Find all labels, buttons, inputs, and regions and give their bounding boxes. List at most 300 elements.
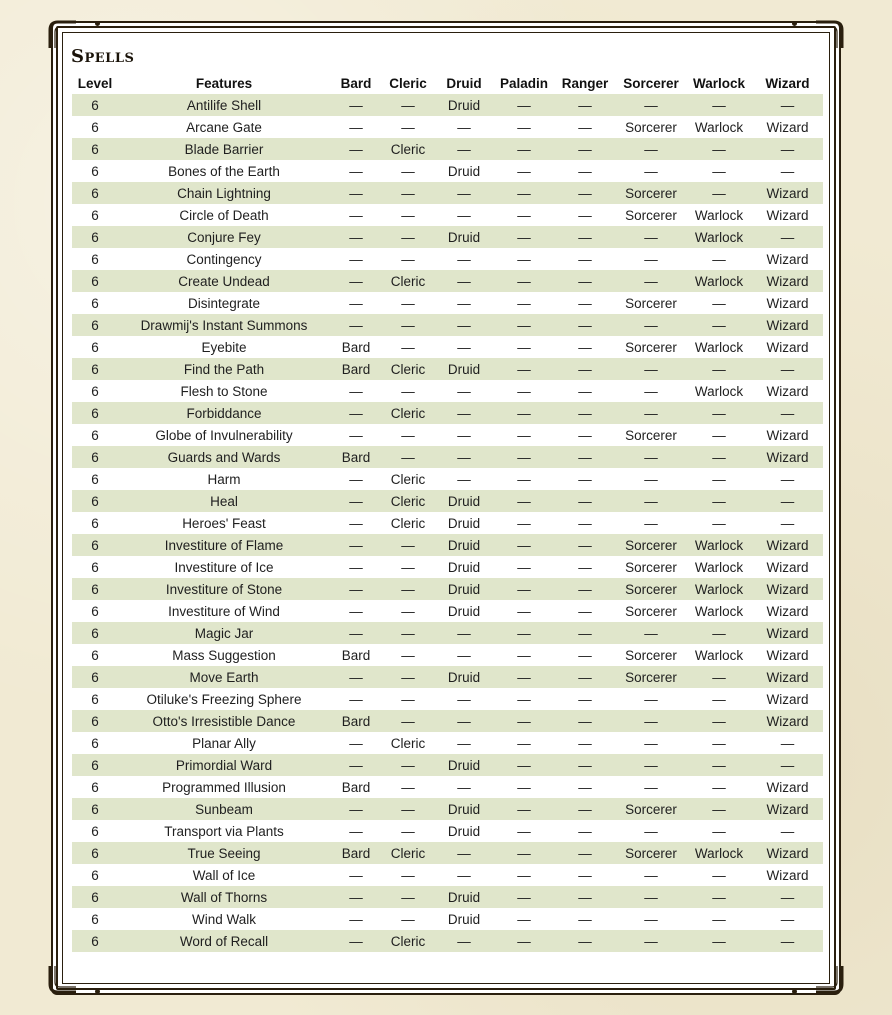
cell-ranger: — (554, 886, 616, 908)
cell-cleric: — (401, 119, 415, 135)
cell-features: Magic Jar (118, 622, 330, 644)
cell-paladin: — (517, 735, 531, 751)
cell-cleric: — (382, 886, 434, 908)
cell-level: 6 (91, 559, 99, 575)
cell-wizard: Wizard (752, 842, 823, 864)
cell-ranger: — (578, 691, 592, 707)
ornament-dot-icon (792, 989, 797, 994)
cell-sorcerer: — (644, 471, 658, 487)
table-row (72, 908, 823, 930)
cell-warlock: Warlock (694, 603, 744, 619)
cell-paladin: — (517, 779, 531, 795)
cell-wizard: — (752, 402, 823, 424)
cell-level: 6 (72, 622, 118, 644)
cell-cleric: Cleric (390, 471, 426, 487)
cell-sorcerer: — (644, 515, 658, 531)
cell-features: Disintegrate (187, 295, 261, 311)
cell-sorcerer: Sorcerer (625, 295, 677, 311)
cell-level: 6 (91, 163, 99, 179)
table-row (72, 402, 823, 424)
cell-warlock: — (686, 138, 752, 160)
cell-features: Find the Path (118, 358, 330, 380)
cell-bard: — (349, 515, 363, 531)
cell-paladin: — (494, 358, 554, 380)
cell-ranger: — (554, 710, 616, 732)
cell-druid: Druid (434, 798, 494, 820)
cell-wizard: — (780, 823, 795, 839)
cell-cleric: — (401, 251, 415, 267)
cell-wizard: Wizard (752, 622, 823, 644)
cell-ranger: — (554, 490, 616, 512)
cell-sorcerer: — (616, 402, 686, 424)
cell-cleric: — (382, 622, 434, 644)
cell-features: Investiture of Wind (168, 603, 280, 619)
cell-paladin: — (494, 622, 554, 644)
cell-features: Blade Barrier (118, 138, 330, 160)
column-header-wizard: Wizard (765, 75, 810, 91)
cell-paladin: — (517, 559, 531, 575)
cell-paladin: — (494, 710, 554, 732)
column-header-cleric: Cleric (389, 75, 427, 91)
cell-wizard: Wizard (766, 647, 809, 663)
cell-paladin: — (494, 94, 554, 116)
cell-wizard: Wizard (752, 798, 823, 820)
cell-druid: Druid (434, 534, 494, 556)
cell-cleric: Cleric (382, 138, 434, 160)
table-row (72, 424, 823, 446)
cell-ranger: — (554, 534, 616, 556)
table-row (72, 94, 823, 116)
table-row (72, 556, 823, 578)
cell-druid: Druid (434, 358, 494, 380)
cell-druid: Druid (434, 666, 494, 688)
cell-druid: — (434, 314, 494, 336)
table-row (72, 292, 823, 314)
cell-paladin: — (517, 163, 531, 179)
cell-ranger: — (578, 471, 592, 487)
cell-wizard: Wizard (752, 578, 823, 600)
cell-paladin: — (517, 515, 531, 531)
cell-features: Programmed Illusion (162, 779, 286, 795)
cell-cleric: — (401, 339, 415, 355)
cell-features: Harm (207, 471, 241, 487)
cell-ranger: — (578, 779, 592, 795)
cell-sorcerer: — (616, 622, 686, 644)
cell-sorcerer: Sorcerer (616, 534, 686, 556)
cell-wizard: — (752, 754, 823, 776)
cell-features: Wall of Ice (192, 867, 256, 883)
table-header-row (72, 72, 823, 94)
table-row (72, 468, 823, 490)
cell-features: Otiluke's Freezing Sphere (146, 691, 302, 707)
table-row (72, 160, 823, 182)
cell-ranger: — (554, 666, 616, 688)
cell-bard: — (349, 251, 363, 267)
cell-features: Arcane Gate (186, 119, 262, 135)
cell-cleric: Cleric (382, 842, 434, 864)
cell-sorcerer: — (644, 867, 658, 883)
cell-level: 6 (72, 666, 118, 688)
cell-level: 6 (91, 647, 99, 663)
cell-sorcerer: — (644, 735, 658, 751)
table-row (72, 578, 823, 600)
column-header-sorcerer: Sorcerer (623, 75, 679, 91)
cell-warlock: — (686, 798, 752, 820)
table-title: Spells (71, 46, 135, 67)
cell-ranger: — (554, 402, 616, 424)
cell-level: 6 (72, 314, 118, 336)
cell-paladin: — (494, 182, 554, 204)
cell-paladin: — (517, 691, 531, 707)
cell-cleric: Cleric (390, 515, 426, 531)
cell-sorcerer: — (616, 754, 686, 776)
cell-bard: Bard (341, 647, 371, 663)
cell-wizard: Wizard (766, 119, 809, 135)
cell-sorcerer: — (616, 94, 686, 116)
column-header-ranger: Ranger (561, 75, 609, 91)
cell-druid: Druid (434, 94, 494, 116)
cell-cleric: — (401, 603, 415, 619)
cell-level: 6 (72, 798, 118, 820)
cell-features: Otto's Irresistible Dance (118, 710, 330, 732)
cell-cleric: — (382, 446, 434, 468)
table-row (72, 644, 823, 666)
cell-cleric: — (382, 754, 434, 776)
cell-level: 6 (91, 339, 99, 355)
column-header-level: Level (77, 75, 113, 91)
cell-wizard: Wizard (752, 534, 823, 556)
cell-features: True Seeing (118, 842, 330, 864)
cell-bard: — (330, 402, 382, 424)
cell-level: 6 (72, 182, 118, 204)
table-row (72, 798, 823, 820)
cell-level: 6 (72, 930, 118, 952)
cell-level: 6 (72, 138, 118, 160)
cell-wizard: — (780, 471, 795, 487)
cell-cleric: — (382, 182, 434, 204)
cell-sorcerer: Sorcerer (625, 603, 677, 619)
cell-wizard: Wizard (766, 427, 809, 443)
cell-sorcerer: Sorcerer (625, 647, 677, 663)
cell-features: Chain Lightning (118, 182, 330, 204)
cell-cleric: — (382, 710, 434, 732)
cell-sorcerer: Sorcerer (625, 559, 677, 575)
cell-features: Primordial Ward (118, 754, 330, 776)
cell-features: Sunbeam (118, 798, 330, 820)
cell-cleric: Cleric (382, 490, 434, 512)
cell-ranger: — (554, 798, 616, 820)
cell-ranger: — (578, 603, 592, 619)
cell-warlock: — (686, 358, 752, 380)
cell-druid: — (457, 207, 471, 223)
cell-druid: — (434, 138, 494, 160)
table-row (72, 820, 823, 842)
cell-bard: — (330, 666, 382, 688)
cell-ranger: — (554, 270, 616, 292)
cell-cleric: — (401, 383, 415, 399)
cell-ranger: — (554, 226, 616, 248)
cell-bard: — (349, 603, 363, 619)
cell-warlock: — (712, 735, 726, 751)
cell-ranger: — (578, 295, 592, 311)
cell-features: Create Undead (118, 270, 330, 292)
column-header-druid: Druid (446, 75, 482, 91)
cell-warlock: — (686, 930, 752, 952)
cell-paladin: — (494, 798, 554, 820)
cell-wizard: — (780, 911, 795, 927)
cell-druid: Druid (434, 490, 494, 512)
cell-ranger: — (554, 930, 616, 952)
cell-level: 6 (91, 691, 99, 707)
cell-druid: — (457, 427, 471, 443)
cell-bard: — (330, 226, 382, 248)
cell-features: Word of Recall (118, 930, 330, 952)
cell-ranger: — (578, 207, 592, 223)
cell-bard: — (349, 427, 363, 443)
table-row (72, 270, 823, 292)
cell-features: Heal (118, 490, 330, 512)
table-row (72, 380, 823, 402)
cell-level: 6 (91, 427, 99, 443)
cell-features: Antilife Shell (118, 94, 330, 116)
cell-warlock: — (712, 691, 726, 707)
table-row (72, 512, 823, 534)
spells-table (72, 72, 823, 952)
cell-paladin: — (494, 754, 554, 776)
cell-paladin: — (494, 534, 554, 556)
ornament-dot-icon (95, 989, 100, 994)
table-body (72, 94, 823, 952)
cell-bard: — (330, 314, 382, 336)
table-row (72, 490, 823, 512)
cell-warlock: — (686, 622, 752, 644)
cell-paladin: — (494, 446, 554, 468)
cell-sorcerer: — (616, 138, 686, 160)
cell-cleric: — (401, 647, 415, 663)
cell-features: Contingency (186, 251, 262, 267)
cell-bard: — (330, 622, 382, 644)
cell-bard: — (330, 798, 382, 820)
cell-ranger: — (554, 182, 616, 204)
cell-bard: — (349, 295, 363, 311)
cell-ranger: — (554, 842, 616, 864)
cell-bard: — (349, 911, 363, 927)
cell-sorcerer: Sorcerer (625, 427, 677, 443)
cell-cleric: — (401, 427, 415, 443)
cell-level: 6 (91, 735, 99, 751)
cell-cleric: Cleric (382, 270, 434, 292)
cell-ranger: — (578, 515, 592, 531)
cell-paladin: — (494, 886, 554, 908)
cell-bard: — (330, 754, 382, 776)
cell-ranger: — (578, 911, 592, 927)
cell-druid: — (457, 779, 471, 795)
cell-paladin: — (517, 427, 531, 443)
cell-level: 6 (72, 842, 118, 864)
cell-druid: — (457, 119, 471, 135)
cell-sorcerer: — (644, 251, 658, 267)
cell-cleric: — (382, 94, 434, 116)
cell-cleric: — (401, 207, 415, 223)
cell-sorcerer: — (616, 358, 686, 380)
cell-wizard: — (752, 930, 823, 952)
cell-sorcerer: — (616, 490, 686, 512)
cell-druid: — (434, 402, 494, 424)
cell-sorcerer: — (616, 226, 686, 248)
cell-druid: — (434, 710, 494, 732)
cell-paladin: — (517, 251, 531, 267)
cell-level: 6 (91, 823, 99, 839)
table-row (72, 732, 823, 754)
cell-warlock: — (712, 427, 726, 443)
cell-features: Investiture of Flame (118, 534, 330, 556)
column-header-features: Features (195, 75, 253, 91)
cell-features: Mass Suggestion (172, 647, 276, 663)
cell-warlock: Warlock (686, 842, 752, 864)
cell-warlock: — (686, 710, 752, 732)
cell-level: 6 (72, 226, 118, 248)
cell-wizard: Wizard (752, 182, 823, 204)
cell-paladin: — (494, 666, 554, 688)
table-row (72, 930, 823, 952)
table-row (72, 336, 823, 358)
cell-warlock: — (712, 251, 726, 267)
cell-cleric: — (401, 691, 415, 707)
cell-druid: — (457, 735, 471, 751)
cell-level: 6 (72, 534, 118, 556)
cell-sorcerer: Sorcerer (616, 182, 686, 204)
cell-druid: — (457, 295, 471, 311)
cell-ranger: — (578, 339, 592, 355)
cell-level: 6 (91, 295, 99, 311)
cell-bard: Bard (330, 842, 382, 864)
cell-paladin: — (494, 842, 554, 864)
cell-bard: — (330, 138, 382, 160)
cell-features: Planar Ally (192, 735, 256, 751)
cell-cleric: — (401, 823, 415, 839)
cell-level: 6 (72, 754, 118, 776)
cell-ranger: — (554, 446, 616, 468)
cell-paladin: — (517, 911, 531, 927)
table-row (72, 204, 823, 226)
cell-paladin: — (517, 823, 531, 839)
cell-cleric: — (382, 226, 434, 248)
cell-cleric: — (382, 534, 434, 556)
cell-warlock: — (686, 754, 752, 776)
cell-warlock: — (712, 823, 726, 839)
cell-features: Bones of the Earth (168, 163, 280, 179)
table-row (72, 446, 823, 468)
cell-paladin: — (517, 603, 531, 619)
cell-warlock: — (686, 446, 752, 468)
cell-bard: — (349, 207, 363, 223)
cell-druid: — (457, 251, 471, 267)
cell-sorcerer: — (616, 314, 686, 336)
cell-druid: — (434, 270, 494, 292)
cell-paladin: — (517, 295, 531, 311)
cell-warlock: — (686, 94, 752, 116)
cell-warlock: Warlock (694, 119, 744, 135)
cell-ranger: — (554, 578, 616, 600)
cell-cleric: — (401, 559, 415, 575)
cell-level: 6 (72, 94, 118, 116)
cell-features: Guards and Wards (118, 446, 330, 468)
cell-level: 6 (91, 867, 99, 883)
cell-level: 6 (72, 886, 118, 908)
cell-features: Conjure Fey (118, 226, 330, 248)
cell-wizard: Wizard (766, 251, 809, 267)
cell-cleric: — (401, 163, 415, 179)
cell-cleric: — (401, 911, 415, 927)
table-row (72, 138, 823, 160)
cell-cleric: — (401, 867, 415, 883)
table-row (72, 886, 823, 908)
cell-warlock: Warlock (694, 647, 744, 663)
cell-sorcerer: — (644, 911, 658, 927)
cell-level: 6 (91, 119, 99, 135)
cell-wizard: — (752, 226, 823, 248)
cell-sorcerer: — (616, 930, 686, 952)
cell-druid: Druid (447, 559, 481, 575)
cell-wizard: — (780, 515, 795, 531)
cell-level: 6 (91, 779, 99, 795)
cell-wizard: — (752, 138, 823, 160)
cell-warlock: — (686, 182, 752, 204)
cell-sorcerer: — (616, 446, 686, 468)
cell-ranger: — (578, 251, 592, 267)
cell-wizard: — (752, 490, 823, 512)
cell-paladin: — (494, 226, 554, 248)
cell-level: 6 (72, 358, 118, 380)
cell-features: Wind Walk (191, 911, 256, 927)
cell-ranger: — (578, 867, 592, 883)
cell-level: 6 (91, 383, 99, 399)
cell-wizard: — (780, 163, 795, 179)
cell-wizard: Wizard (752, 666, 823, 688)
cell-features: Flesh to Stone (180, 383, 268, 399)
cell-bard: — (349, 383, 363, 399)
cell-bard: — (330, 182, 382, 204)
table-row (72, 248, 823, 270)
cell-warlock: — (686, 886, 752, 908)
cell-warlock: Warlock (694, 383, 744, 399)
cell-features: Wall of Thorns (118, 886, 330, 908)
cell-features: Investiture of Ice (174, 559, 274, 575)
cell-ranger: — (578, 647, 592, 663)
cell-bard: Bard (341, 779, 371, 795)
cell-features: Move Earth (118, 666, 330, 688)
cell-warlock: Warlock (686, 226, 752, 248)
cell-features: Transport via Plants (164, 823, 284, 839)
cell-druid: Druid (447, 603, 481, 619)
cell-paladin: — (494, 490, 554, 512)
cell-druid: Druid (447, 911, 481, 927)
cell-warlock: — (712, 163, 726, 179)
table-row (72, 600, 823, 622)
cell-warlock: — (686, 402, 752, 424)
cell-bard: — (330, 270, 382, 292)
cell-druid: Druid (447, 515, 481, 531)
cell-cleric: — (382, 578, 434, 600)
column-header-paladin: Paladin (499, 75, 548, 91)
cell-level: 6 (91, 471, 99, 487)
cell-sorcerer: Sorcerer (616, 666, 686, 688)
cell-sorcerer: — (616, 886, 686, 908)
table-row (72, 688, 823, 710)
cell-warlock: Warlock (694, 207, 744, 223)
table-row (72, 776, 823, 798)
cell-warlock: — (712, 515, 726, 531)
